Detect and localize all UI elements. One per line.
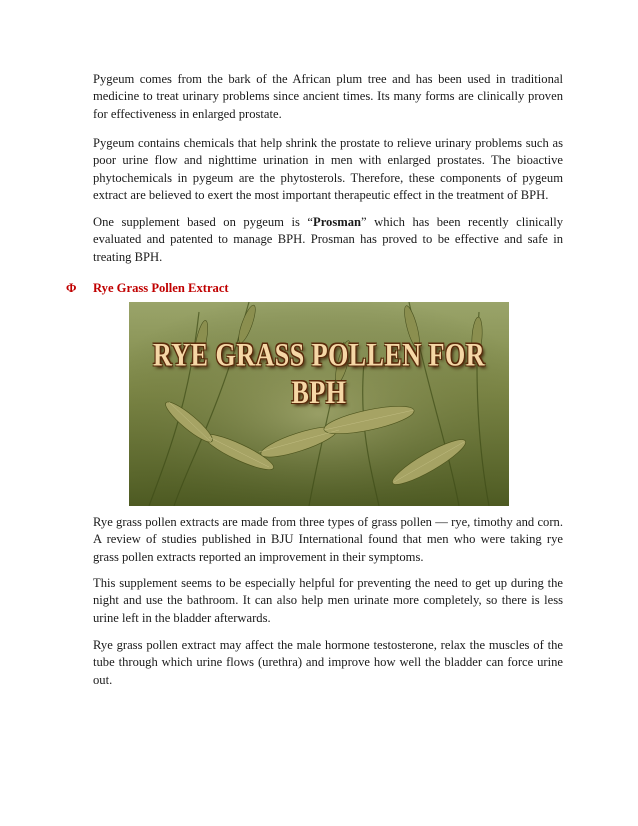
prosman-text-before: One supplement based on pygeum is “ [93,215,313,229]
rye-grass-image [129,302,509,506]
section-heading [66,281,229,296]
paragraph-testosterone: Rye grass pollen extract may affect the male hormone testosterone, relax the muscles of the tube through which urine flows (urethra) and improve how well the bladder can force urine out. [93,638,563,687]
prosman-bold: Prosman [313,215,362,229]
prosman-text-after: ” which has been recently clinically evaluated and patented to manage BPH. Prosman has proved to be effective and safe in treating BPH. [93,215,563,264]
paragraph-rye-grass-extracts: Rye grass pollen extracts are made from three types of grass pollen — rye, timothy and corn. A review of studies published in BJU International found that men who were taking rye grass pollen extracts reported an improvement in their symptoms. [93,515,563,564]
section-heading-text: Rye Grass Pollen Extract [93,281,229,295]
image-caption: RYE GRASS POLLEN FOR BPH [153,336,485,411]
paragraph-pygeum-chemicals: Pygeum contains chemicals that help shrink the prostate to relieve urinary problems such as poor urine flow and nighttime urination in men with enlarged prostates. The bioactive phytochemicals in pygeum are the phytosterols. Therefore, these components of pygeum extract are believed to exert the most important therapeutic effect in the treatment of BPH. [93,136,563,203]
paragraph-prosman [93,214,563,266]
phi-bullet-icon: Φ [66,281,77,295]
paragraph-pygeum-origin: Pygeum comes from the bark of the African plum tree and has been used in traditional medicine to treat urinary problems since ancient times. Its many forms are clinically proven for effectiveness in enlarged prostate. [93,72,563,121]
paragraph-night-urination: This supplement seems to be especially helpful for preventing the need to get up during the night and use the bathroom. It can also help men urinate more completely, so there is less urine left in the bladder afterwards. [93,576,563,625]
